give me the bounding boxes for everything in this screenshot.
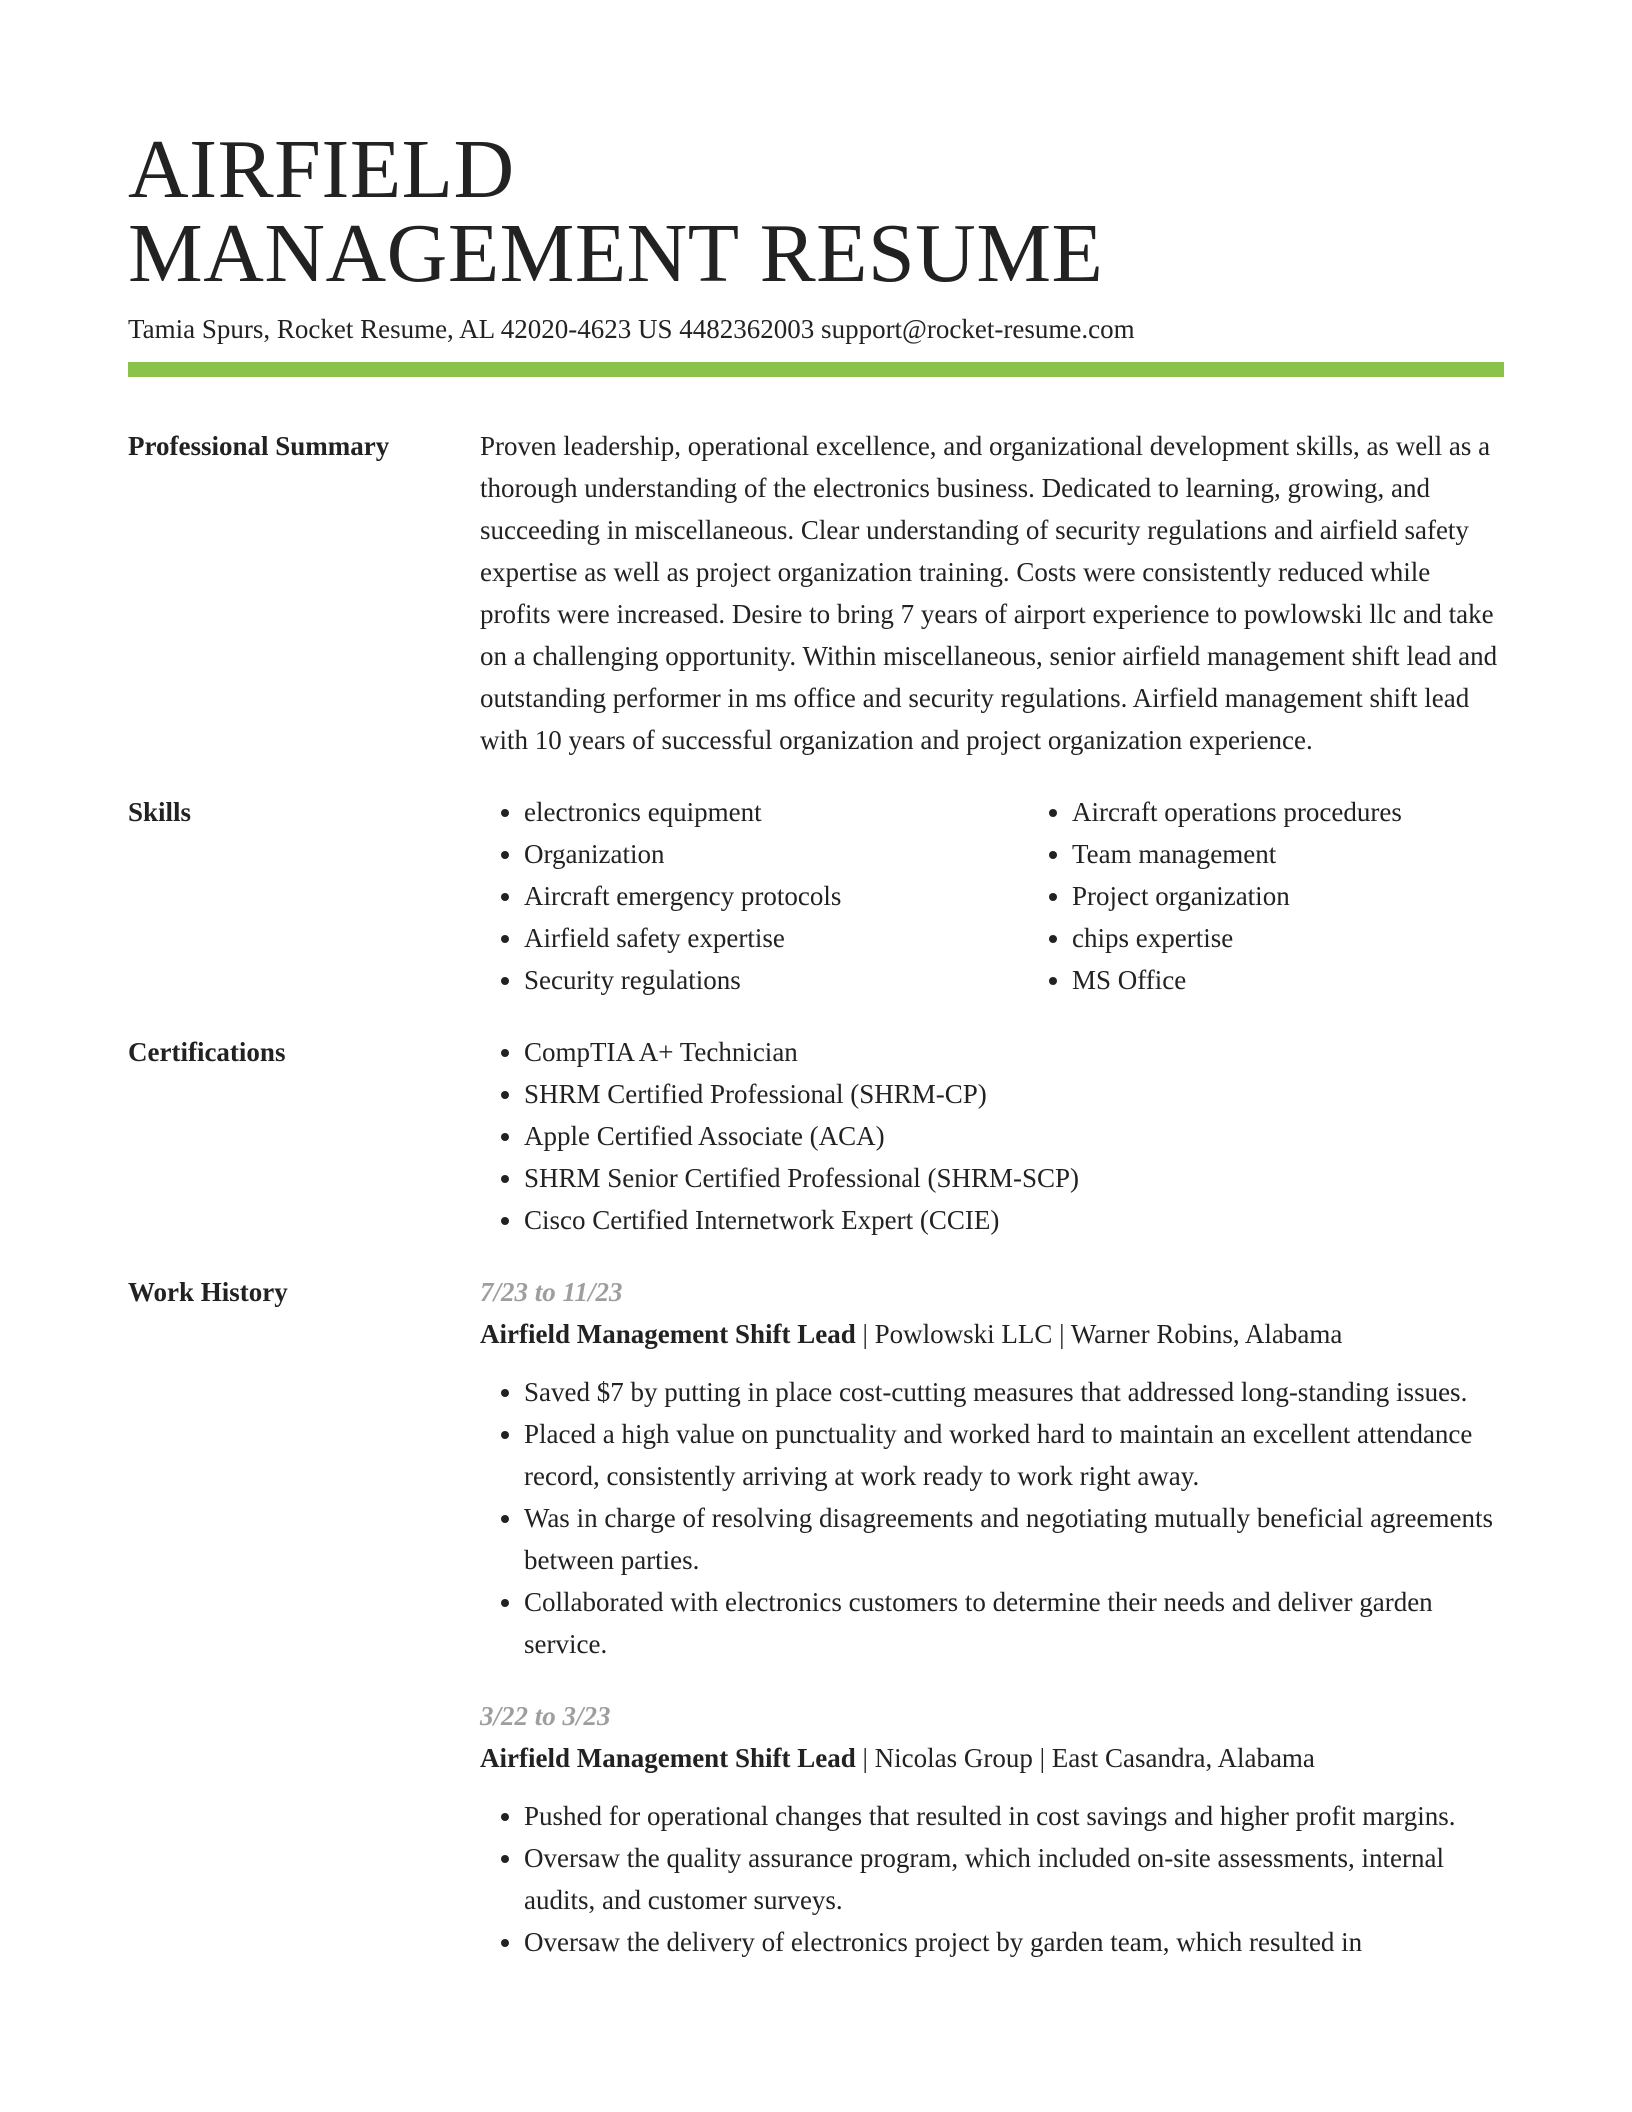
skills-section — [128, 791, 1504, 1001]
job-dates: 7/23 to 11/23 — [480, 1277, 623, 1307]
resume-page — [128, 123, 1504, 1963]
certification-item: • Cisco Certified Internetwork Expert (CCIE) — [524, 1199, 1504, 1241]
job-details: | Nicolas Group | East Casandra, Alabama — [855, 1743, 1315, 1773]
section-label-summary: Professional Summary — [128, 431, 390, 461]
work-history-section — [128, 1271, 1504, 1963]
title-line-2: MANAGEMENT RESUME — [128, 207, 1104, 300]
contact-line: Tamia Spurs, Rocket Resume, AL 42020-4623 US 4482362003 support@rocket-resume.com — [128, 314, 1135, 344]
job-bullets — [480, 1795, 1504, 1963]
summary-text: Proven leadership, operational excellence, and organizational development skills, as well as a thorough understanding of the electronics business. Dedicated to learning, growing, and succeeding in miscellaneous. Clear understanding of security regulations and airfield safety expertise as well as project organization training. Costs were consistently reduced while profits were increased. Desire to bring 7 years of airport experience to powlowski llc and take on a challenging opportunity. Within miscellaneous, senior airfield management shift lead and outstanding performer in ms office and security regulations. Airfield management shift lead with 10 years of successful organization and project organization experience. — [480, 431, 1498, 755]
skill-item: • Team management — [1072, 833, 1576, 875]
section-label-skills: Skills — [128, 797, 192, 827]
certification-item: • SHRM Senior Certified Professional (SHRM-SCP) — [524, 1157, 1504, 1199]
job-bullet: • Oversaw the quality assurance program, which included on-site assessments, internal audits, and customer surveys. — [524, 1837, 1504, 1921]
skill-item: • Airfield safety expertise — [524, 917, 1028, 959]
certification-item: • SHRM Certified Professional (SHRM-CP) — [524, 1073, 1504, 1115]
job-bullet: • Was in charge of resolving disagreements and negotiating mutually beneficial agreements between parties. — [524, 1497, 1504, 1581]
job-title: Airfield Management Shift Lead — [480, 1743, 856, 1773]
certifications-section — [128, 1031, 1504, 1241]
job-entry — [480, 1271, 1504, 1665]
job-details: | Powlowski LLC | Warner Robins, Alabama — [855, 1319, 1343, 1349]
skill-item: • Organization — [524, 833, 1028, 875]
skill-item: • chips expertise — [1072, 917, 1576, 959]
job-entry — [480, 1695, 1504, 1963]
job-heading — [480, 1737, 1504, 1779]
resume-title — [128, 123, 1504, 300]
skills-body — [480, 791, 1576, 1001]
job-bullet: • Saved $7 by putting in place cost-cutting measures that addressed long-standing issues. — [524, 1371, 1504, 1413]
section-label-work-history: Work History — [128, 1277, 288, 1307]
work-history-body — [480, 1271, 1504, 1963]
job-bullet: • Oversaw the delivery of electronics project by garden team, which resulted in — [524, 1921, 1504, 1963]
certifications-body — [480, 1031, 1504, 1241]
job-bullet: • Pushed for operational changes that resulted in cost savings and higher profit margins. — [524, 1795, 1504, 1837]
job-bullet: • Collaborated with electronics customers to determine their needs and deliver garden service. — [524, 1581, 1504, 1665]
professional-summary-section — [128, 425, 1504, 761]
job-bullet: • Placed a high value on punctuality and worked hard to maintain an excellent attendance record, consistently arriving at work ready to work right away. — [524, 1413, 1504, 1497]
job-dates: 3/22 to 3/23 — [480, 1701, 611, 1731]
skill-item: • Aircraft emergency protocols — [524, 875, 1028, 917]
certifications-list — [480, 1031, 1504, 1241]
skill-item: • MS Office — [1072, 959, 1576, 1001]
job-heading — [480, 1313, 1504, 1355]
skill-item: • Security regulations — [524, 959, 1028, 1001]
skills-list-left — [480, 791, 1028, 1001]
title-line-1: AIRFIELD — [128, 123, 515, 216]
skills-list-right — [1028, 791, 1576, 1001]
certification-item: • Apple Certified Associate (ACA) — [524, 1115, 1504, 1157]
section-label-certifications: Certifications — [128, 1037, 286, 1067]
skill-item: • electronics equipment — [524, 791, 1028, 833]
accent-divider — [128, 362, 1504, 377]
skill-item: • Project organization — [1072, 875, 1576, 917]
job-bullets — [480, 1371, 1504, 1665]
skill-item: • Aircraft operations procedures — [1072, 791, 1576, 833]
certification-item: • CompTIA A+ Technician — [524, 1031, 1504, 1073]
job-title: Airfield Management Shift Lead — [480, 1319, 856, 1349]
skills-grid — [480, 791, 1576, 1001]
